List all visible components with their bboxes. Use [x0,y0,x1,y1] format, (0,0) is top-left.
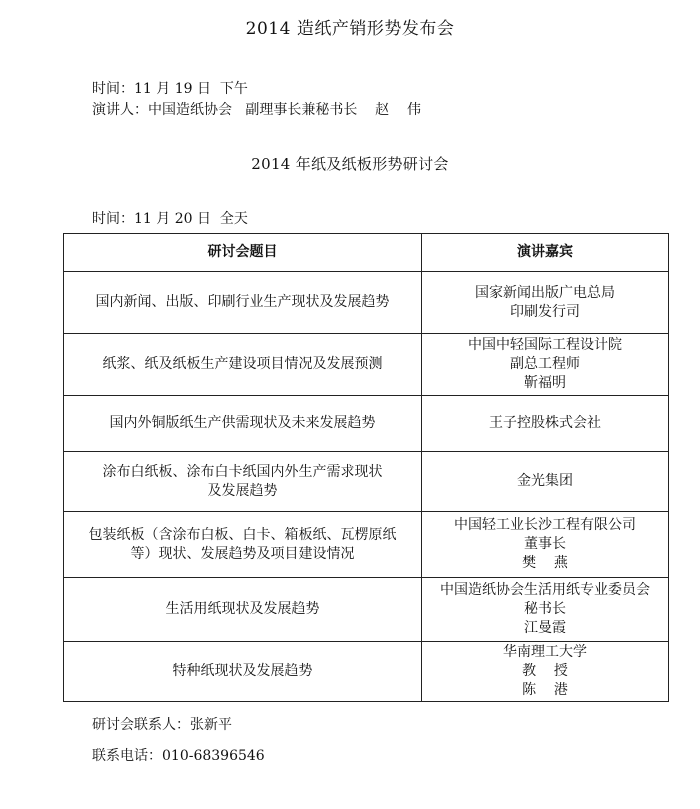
topic-cell [64,512,422,578]
topic-line: 生活用纸现状及发展趋势 [165,601,320,617]
speaker-line: 陈 港 [522,682,568,698]
topic-cell [64,578,422,642]
speaker-line: 副总工程师 [510,356,580,372]
speaker-line: 靳福明 [524,375,566,391]
speaker-cell [422,642,669,702]
table-header-row [64,234,669,272]
event2-time: 时间：11 月 20 日 全天 [92,211,248,227]
speaker-line: 中国造纸协会生活用纸专业委员会 [440,582,650,598]
contact-phone: 联系电话：010-68396546 [92,748,265,764]
speaker-cell [422,452,669,512]
topic-cell [64,334,422,396]
event1-time: 时间：11 月 19 日 下午 [92,81,248,97]
speaker-cell [422,396,669,452]
speaker-line: 王子控股株式会社 [489,415,601,431]
table-row [64,452,669,512]
speaker-line: 华南理工大学 [503,644,587,660]
topic-line: 涂布白纸板、涂布白卡纸国内外生产需求现状 [102,463,383,480]
event1-title: 2014 造纸产销形势发布会 [245,19,455,39]
table-row [64,272,669,334]
event2-title: 2014 年纸及纸板形势研讨会 [251,155,449,173]
topic-line: 特种纸现状及发展趋势 [172,663,313,679]
schedule-table [63,233,669,702]
topic-line: 国内外铜版纸生产供需现状及未来发展趋势 [109,415,376,431]
speaker-line: 金光集团 [517,473,573,489]
topic-line: 纸浆、纸及纸板生产建设项目情况及发展预测 [102,356,383,372]
speaker-line: 秘书长 [524,601,566,617]
speaker-line: 国家新闻出版广电总局 [475,284,615,301]
speaker-cell [422,578,669,642]
topic-line: 包装纸板（含涂布白板、白卡、箱板纸、瓦楞原纸 [88,526,397,543]
speaker-cell [422,334,669,396]
speaker-line: 樊 燕 [522,555,568,571]
topic-line: 国内新闻、出版、印刷行业生产现状及发展趋势 [95,294,390,310]
topic-cell [64,642,422,702]
header-speaker: 演讲嘉宾 [422,234,669,272]
topic-cell [64,396,422,452]
event1-info [92,79,421,121]
table-row [64,578,669,642]
table-row [64,334,669,396]
table-row [64,396,669,452]
topic-cell [64,452,422,512]
speaker-cell [422,272,669,334]
speaker-line: 印刷发行司 [510,303,580,320]
event1-speaker: 演讲人：中国造纸协会 副理事长兼秘书长 赵 伟 [92,102,421,118]
topic-line: 及发展趋势 [207,482,278,499]
speaker-line: 教 授 [522,663,568,679]
speaker-cell [422,512,669,578]
header-topic: 研讨会题目 [64,234,422,272]
speaker-line: 中国中轻国际工程设计院 [468,337,622,353]
speaker-line: 江曼霞 [524,620,566,636]
contact-person: 研讨会联系人：张新平 [92,717,232,733]
speaker-line: 董事长 [524,536,566,552]
topic-cell [64,272,422,334]
table-row [64,512,669,578]
speaker-line: 中国轻工业长沙工程有限公司 [454,517,636,533]
topic-line: 等）现状、发展趋势及项目建设情况 [130,545,355,562]
table-row [64,642,669,702]
